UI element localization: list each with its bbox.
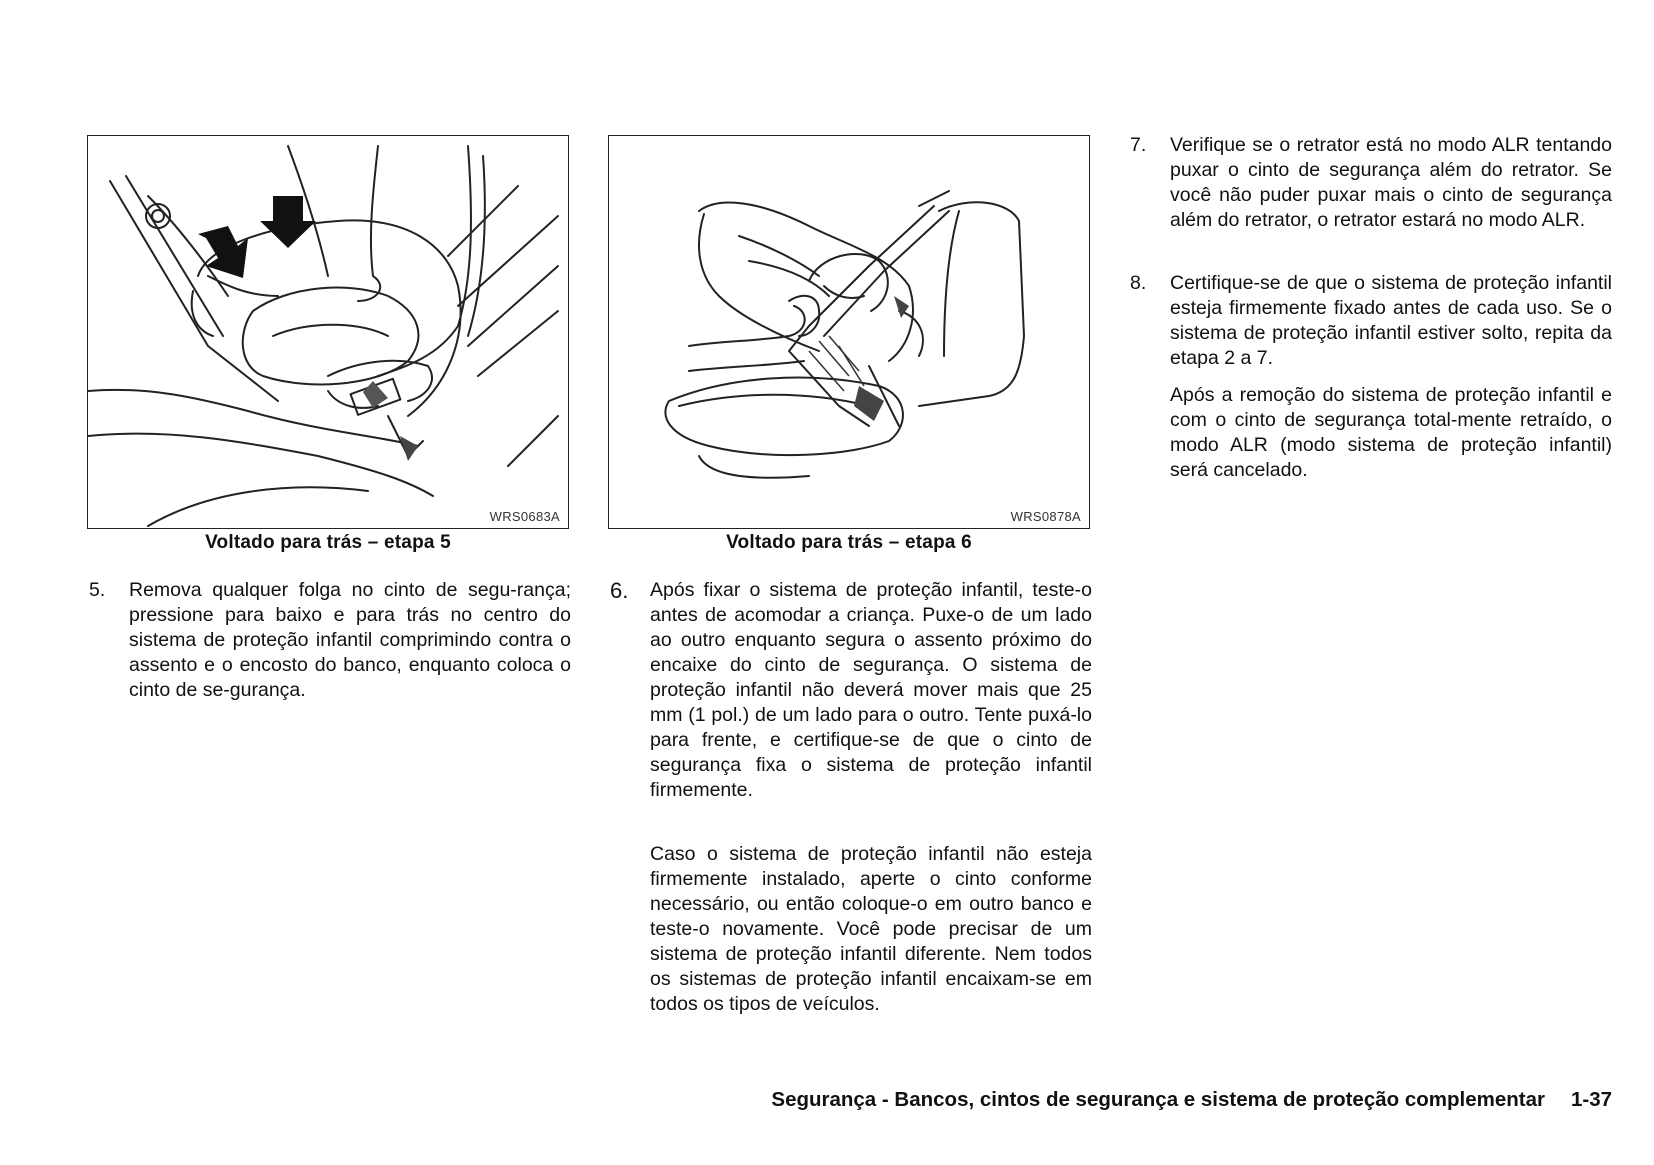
figure-code: WRS0878A [1010, 509, 1081, 524]
step-7 [1130, 133, 1612, 233]
section-title: Segurança - Bancos, cintos de segurança e sistema de proteção complementar [771, 1088, 1545, 1111]
step-text: Após fixar o sistema de proteção infantil, teste-o antes de acomodar a criança. Puxe-o de um lado ao outro enquanto segura o assento próximo do encaixe do cinto de segurança. O sistema de proteção infantil não deverá mover mais que 25 mm (1 pol.) de um lado para o outro. Tente puxá-lo para frente, e certifique-se de que o cinto de segurança fixa o sistema de proteção infantil firmemente. [650, 579, 1092, 801]
step-number: 5. [89, 579, 106, 601]
figure-caption: Voltado para trás – etapa 6 [726, 532, 972, 553]
page-number: 1-37 [1570, 1088, 1612, 1111]
illustration-step5 [88, 136, 568, 528]
step-number: 7. [1130, 134, 1147, 156]
figure-step5 [87, 135, 569, 529]
step-6-note: Caso o sistema de proteção infantil não esteja firmemente instalado, aperte o cinto conforme necessário, ou então coloque-o em outro banco e teste-o novamente. Você pode precisar de um sistema de proteção infantil diferente. Nem todos os sistemas de proteção infantil encaixam-se em todos os tipos de veículos. [650, 843, 1092, 1015]
step-6 [610, 578, 1092, 803]
figure-code: WRS0683A [489, 509, 560, 524]
step-number: 6. [610, 578, 629, 603]
step-text: Certifique-se de que o sistema de proteção infantil esteja firmemente fixado antes de cada uso. Se o sistema de proteção infantil estiver solto, repita da etapa 2 a 7. [1170, 272, 1612, 369]
step-5 [89, 578, 571, 703]
step-8-note: Após a remoção do sistema de proteção infantil e com o cinto de segurança total-mente retraído, o modo ALR (modo sistema de proteção infantil) será cancelado. [1170, 384, 1612, 481]
step-8 [1130, 271, 1612, 371]
step-text: Remova qualquer folga no cinto de segu-rança; pressione para baixo e para trás no centro do sistema de proteção infantil comprimindo contra o assento e o encosto do banco, enquanto coloca o cinto de se-gurança. [129, 579, 571, 701]
step-number: 8. [1130, 272, 1147, 294]
figure-step6 [608, 135, 1090, 529]
illustration-step6 [609, 136, 1089, 528]
figure-caption: Voltado para trás – etapa 5 [205, 532, 451, 553]
page-footer [640, 1088, 1612, 1112]
step-text: Verifique se o retrator está no modo ALR tentando puxar o cinto de segurança além do retrator. Se você não puder puxar mais o cinto de segurança além do retrator, o retrator estará no modo ALR. [1170, 134, 1612, 231]
